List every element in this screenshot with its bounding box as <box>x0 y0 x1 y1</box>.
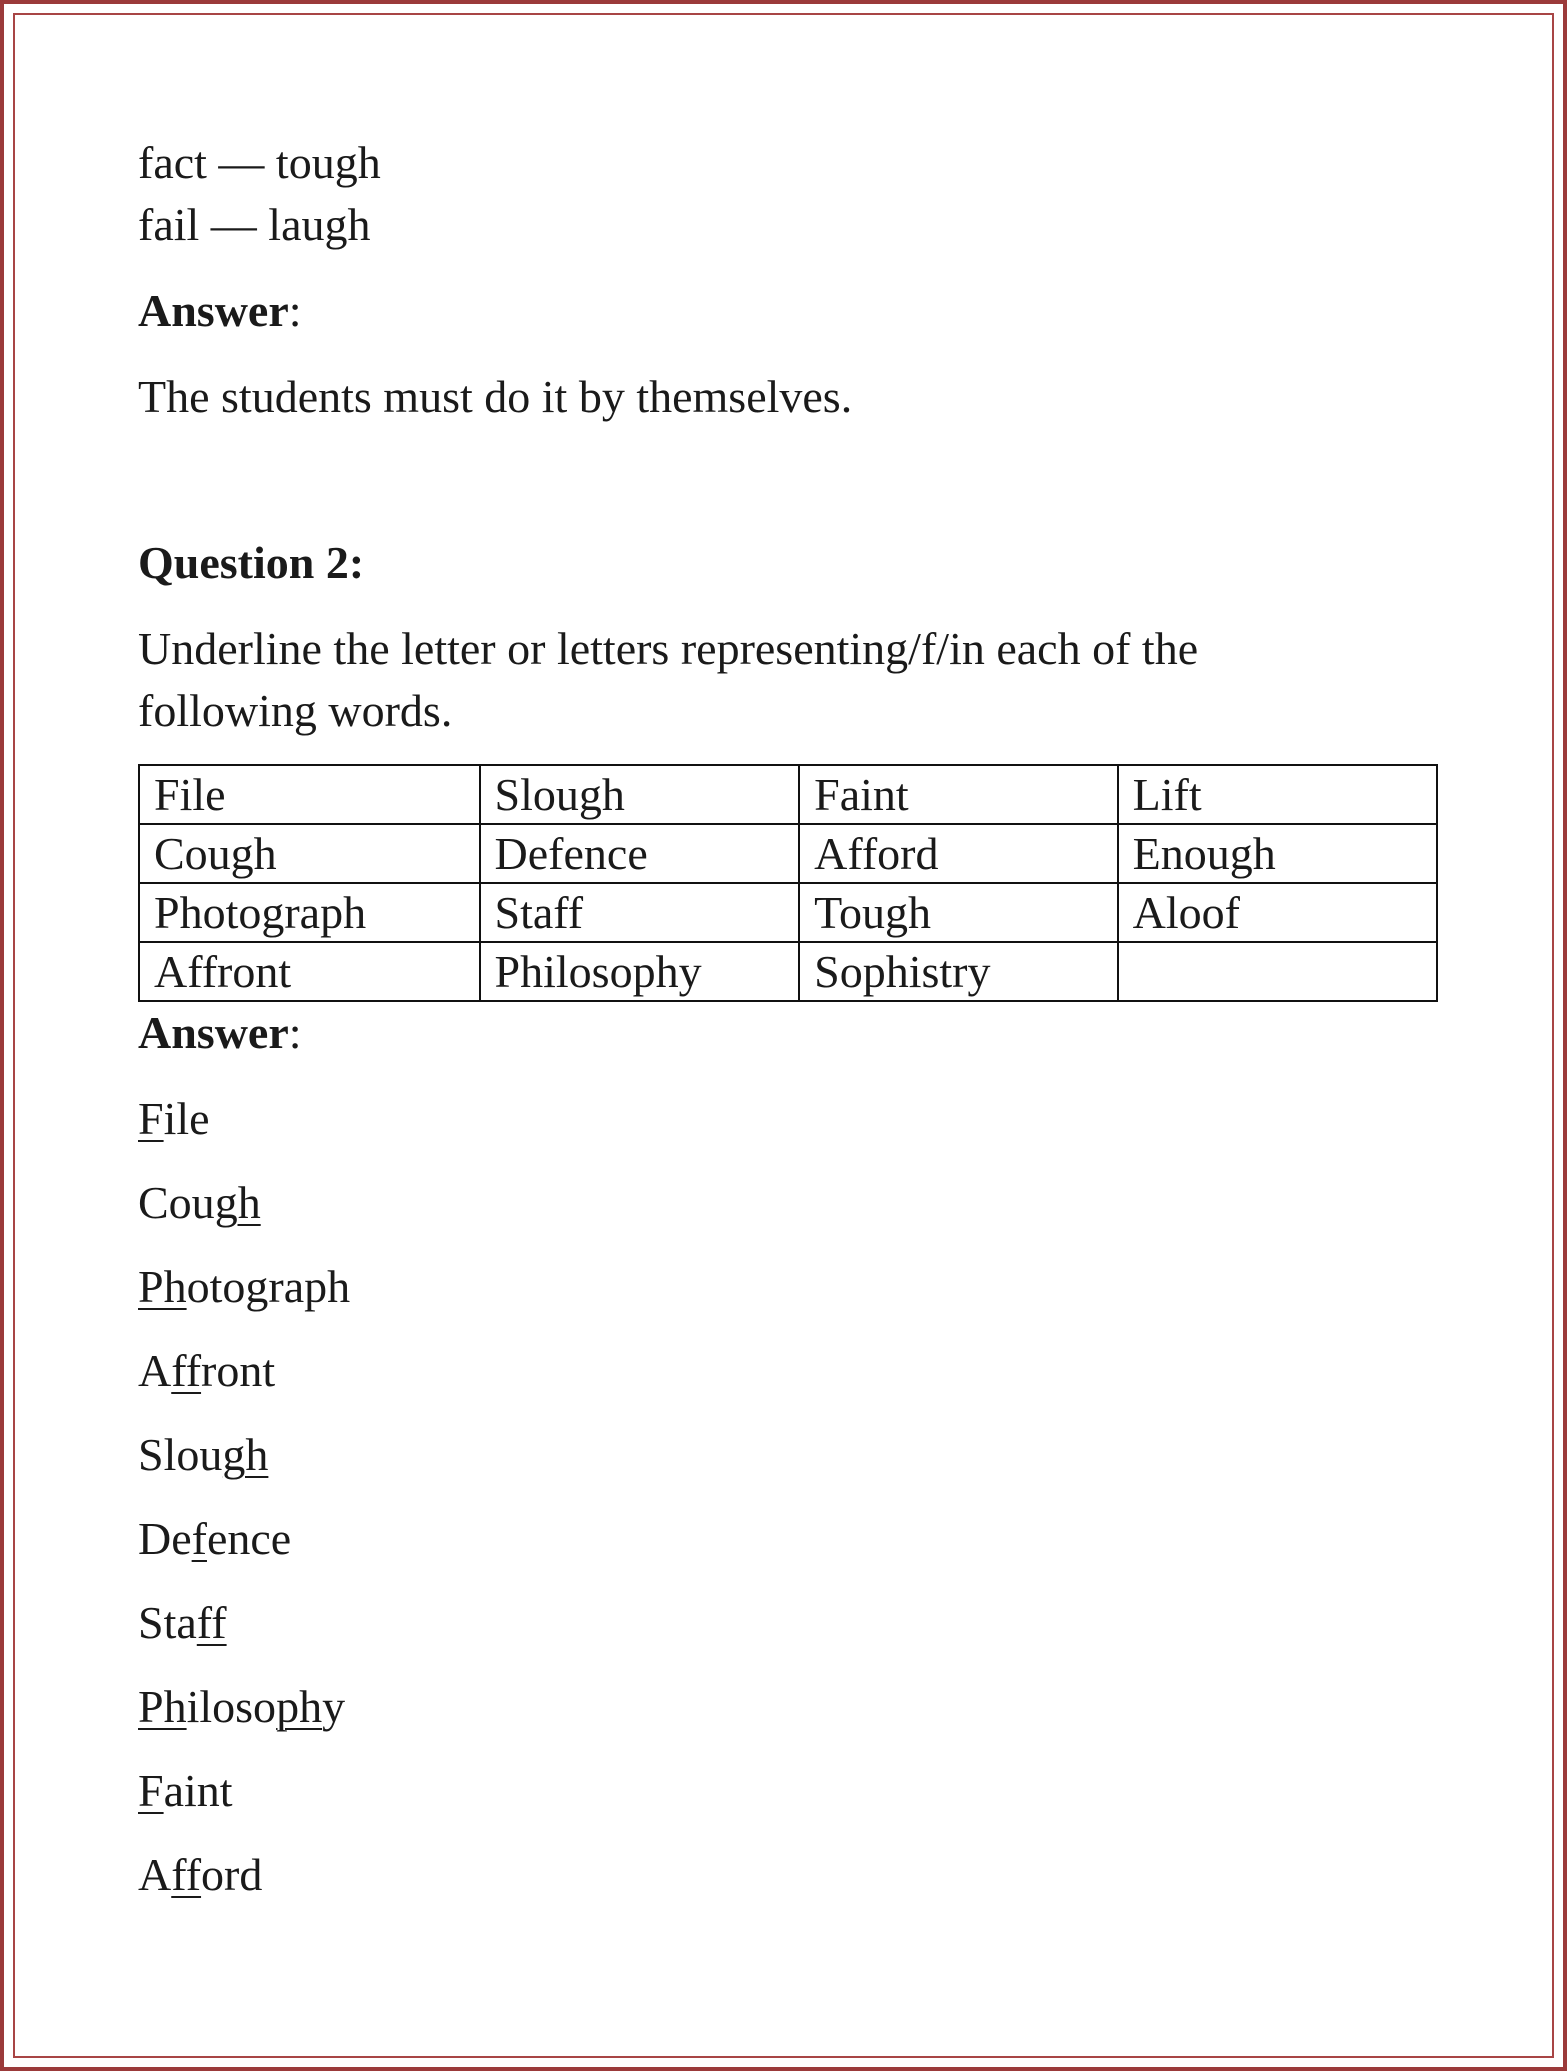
underlined-letters: F <box>138 1765 164 1816</box>
underlined-letters: ff <box>171 1345 202 1396</box>
word-cell: Philosophy <box>480 942 800 1001</box>
answer-word <box>138 1760 1438 1844</box>
underlined-letters: f <box>191 1513 207 1564</box>
underlined-letters: gh <box>222 1429 269 1480</box>
word-table-row <box>139 824 1437 883</box>
word-fragment: ront <box>201 1345 276 1396</box>
answer2-colon: : <box>288 1007 302 1058</box>
answer-word <box>138 1256 1438 1340</box>
word-cell: Defence <box>480 824 800 883</box>
word-cell <box>1118 942 1437 1001</box>
word-cell: Photograph <box>139 883 480 942</box>
word-cell: Affront <box>139 942 480 1001</box>
intro-line-1: fact — tough <box>138 137 381 188</box>
answer-word <box>138 1088 1438 1172</box>
intro-line-2: fail — laugh <box>138 199 371 250</box>
answer1-text: The students must do it by themselves. <box>138 371 853 422</box>
answer1-heading <box>138 280 1438 342</box>
word-cell: File <box>139 765 480 824</box>
answer-word <box>138 1424 1438 1508</box>
underlined-letters: gh <box>214 1177 261 1228</box>
answer-word <box>138 1508 1438 1592</box>
word-cell: Staff <box>480 883 800 942</box>
word-table-row <box>139 942 1437 1001</box>
word-fragment: A <box>138 1345 172 1396</box>
word-table <box>138 764 1438 1002</box>
word-fragment: ile <box>163 1093 210 1144</box>
word-cell: Lift <box>1118 765 1437 824</box>
document-content <box>138 132 1438 1928</box>
word-fragment: aint <box>163 1765 233 1816</box>
answer-word <box>138 1844 1438 1928</box>
answer-word <box>138 1592 1438 1676</box>
answer2-heading <box>138 1002 1438 1064</box>
word-table-row <box>139 883 1437 942</box>
word-cell: Slough <box>480 765 800 824</box>
word-fragment: iloso <box>186 1681 277 1732</box>
word-fragment: ord <box>201 1849 263 1900</box>
underlined-letters: ph <box>276 1681 323 1732</box>
word-fragment: y <box>322 1681 346 1732</box>
underlined-letters: ff <box>196 1597 227 1648</box>
word-cell: Aloof <box>1118 883 1437 942</box>
word-fragment: Cou <box>138 1177 215 1228</box>
word-fragment: De <box>138 1513 192 1564</box>
word-cell: Tough <box>799 883 1117 942</box>
word-cell: Cough <box>139 824 480 883</box>
word-fragment: Sta <box>138 1597 197 1648</box>
answer-word <box>138 1676 1438 1760</box>
word-fragment: A <box>138 1849 172 1900</box>
answer-word <box>138 1172 1438 1256</box>
question2-heading: Question 2: <box>138 537 365 588</box>
word-cell: Sophistry <box>799 942 1117 1001</box>
word-cell: Afford <box>799 824 1117 883</box>
underlined-letters: Ph <box>138 1681 187 1732</box>
word-cell: Enough <box>1118 824 1437 883</box>
word-fragment: otograph <box>186 1261 351 1312</box>
underlined-letters: Ph <box>138 1261 187 1312</box>
word-fragment: ence <box>206 1513 292 1564</box>
word-cell: Faint <box>799 765 1117 824</box>
answer-word <box>138 1340 1438 1424</box>
question2-prompt-line-1: Underline the letter or letters representing/f/in each of the <box>138 623 1199 674</box>
word-table-row <box>139 765 1437 824</box>
answer2-label: Answer <box>138 1007 289 1058</box>
underlined-letters: F <box>138 1093 164 1144</box>
question2-prompt-line-2: following words. <box>138 685 453 736</box>
answer1-label: Answer <box>138 285 289 336</box>
answer1-colon: : <box>288 285 302 336</box>
underlined-letters: ff <box>171 1849 202 1900</box>
answer-word-list <box>138 1088 1438 1928</box>
word-fragment: Slou <box>138 1429 223 1480</box>
